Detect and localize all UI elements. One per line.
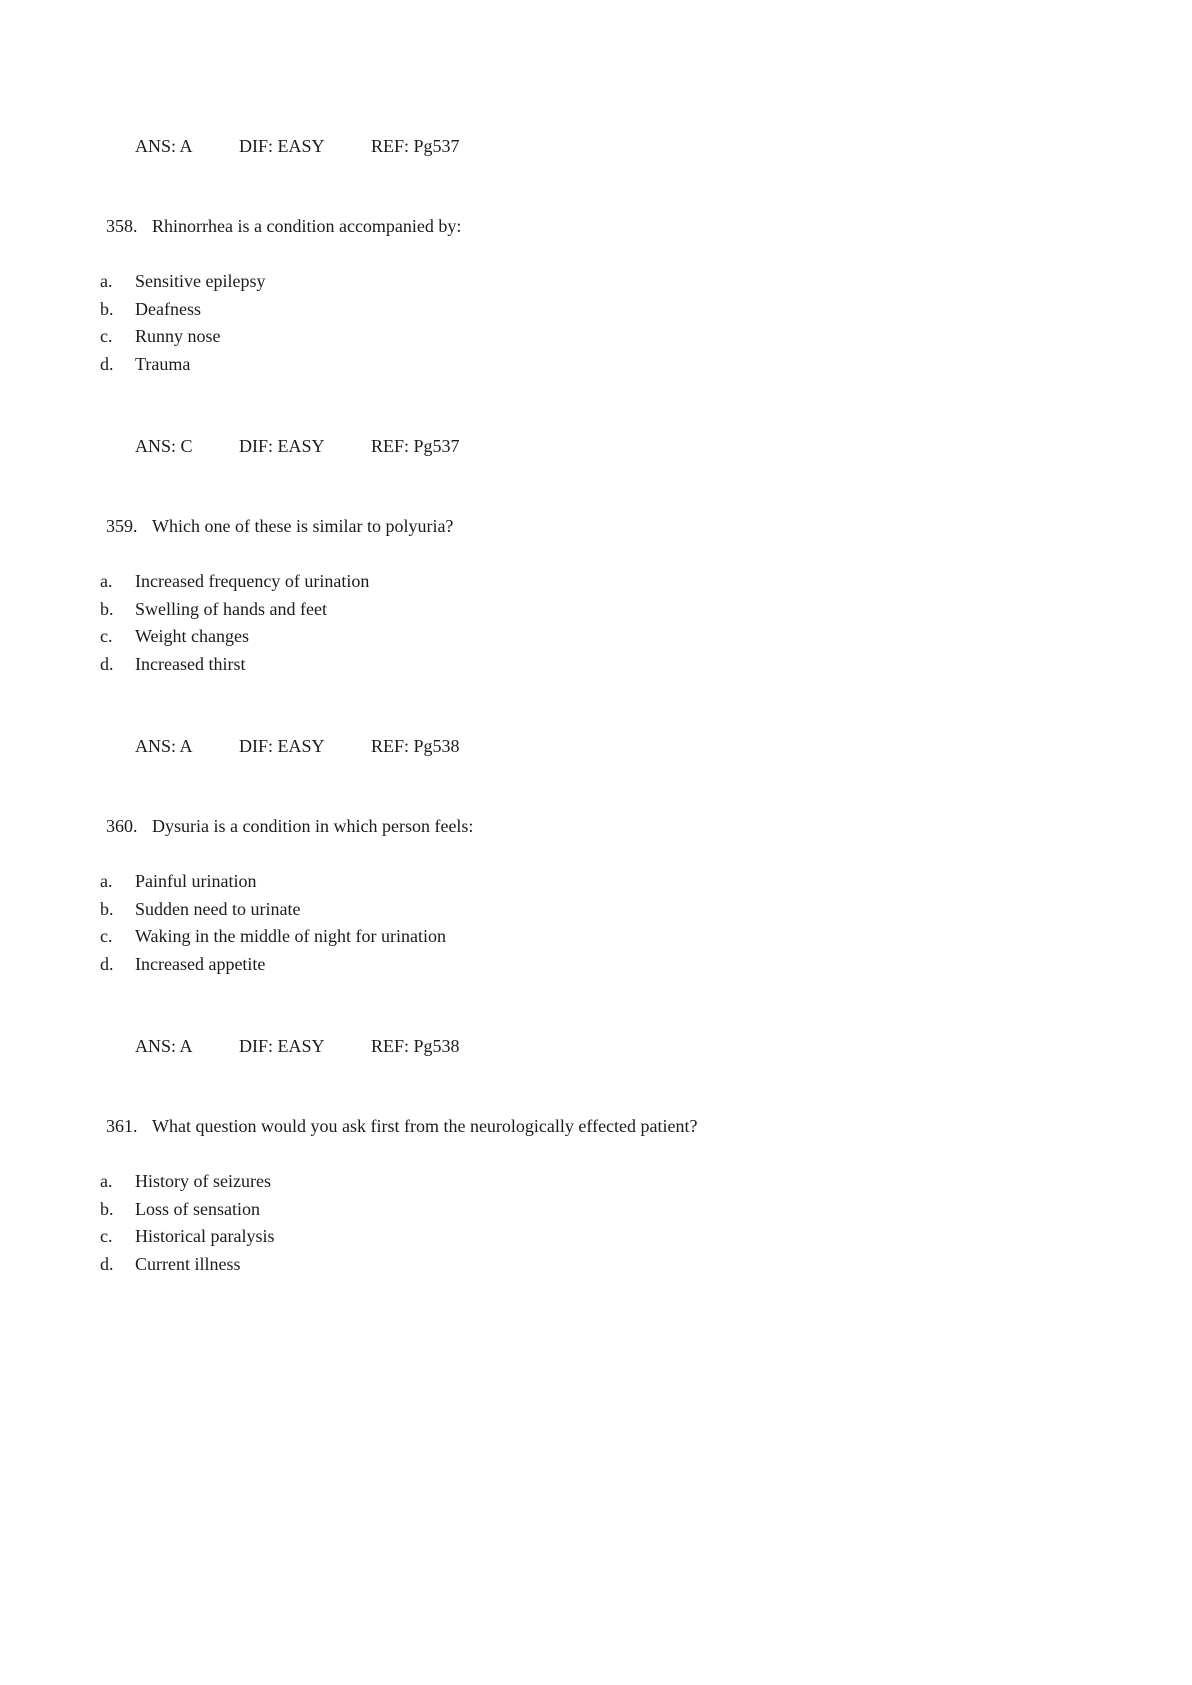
options-list <box>100 868 1092 978</box>
option-text: Swelling of hands and feet <box>135 598 327 619</box>
option-letter: a. <box>100 571 113 591</box>
option-letter: b. <box>100 1198 114 1219</box>
option-letter: d. <box>100 953 114 974</box>
option-row <box>100 568 1092 596</box>
option-row <box>100 923 1092 951</box>
option-letter: c. <box>100 626 113 646</box>
option-text: Loss of sensation <box>135 1198 260 1219</box>
answer-ref: REF: Pg538 <box>371 736 460 756</box>
answer-dif: DIF: EASY <box>239 136 325 156</box>
option-text: Increased appetite <box>135 953 266 974</box>
answer-dif: DIF: EASY <box>239 436 325 456</box>
option-letter: b. <box>100 598 114 619</box>
question-text: Dysuria is a condition in which person feels: <box>152 815 474 836</box>
option-text: Runny nose <box>135 326 221 346</box>
option-row <box>100 1223 1092 1251</box>
question-block <box>100 1113 1092 1279</box>
option-letter: a. <box>100 271 113 291</box>
answer-dif: DIF: EASY <box>239 1036 325 1056</box>
option-row <box>100 596 1092 624</box>
answer-ref: REF: Pg537 <box>371 436 460 456</box>
answer-line <box>135 733 1092 761</box>
option-row <box>100 268 1092 296</box>
question-line <box>100 1113 1092 1141</box>
option-text: Weight changes <box>135 626 250 646</box>
option-text: Painful urination <box>135 871 257 891</box>
option-letter: d. <box>100 653 114 674</box>
question-number: 358. <box>106 215 138 236</box>
option-letter: d. <box>100 1253 114 1274</box>
option-row <box>100 1196 1092 1224</box>
option-text: Waking in the middle of night for urination <box>135 926 446 946</box>
options-list <box>100 568 1092 678</box>
question-line <box>100 813 1092 841</box>
options-list <box>100 1168 1092 1278</box>
answer-line <box>135 1033 1092 1061</box>
option-row <box>100 623 1092 651</box>
question-line <box>100 213 1092 241</box>
question-line <box>100 513 1092 541</box>
option-row <box>100 1251 1092 1279</box>
question-text: What question would you ask first from the neurologically effected patient? <box>152 1115 698 1136</box>
option-letter: c. <box>100 326 113 346</box>
option-letter: a. <box>100 871 113 891</box>
question-number: 360. <box>106 815 138 836</box>
options-list <box>100 268 1092 378</box>
question-number: 359. <box>106 515 138 536</box>
answer-ref: REF: Pg538 <box>371 1036 460 1056</box>
option-letter: d. <box>100 353 114 374</box>
option-text: Current illness <box>135 1253 241 1274</box>
answer-ans: ANS: C <box>135 436 193 456</box>
option-letter: b. <box>100 898 114 919</box>
option-row <box>100 896 1092 924</box>
option-text: Historical paralysis <box>135 1226 275 1246</box>
option-row <box>100 868 1092 896</box>
question-text: Which one of these is similar to polyuria? <box>152 515 454 536</box>
answer-ans: ANS: A <box>135 736 193 756</box>
question-text: Rhinorrhea is a condition accompanied by: <box>152 215 462 236</box>
option-letter: b. <box>100 298 114 319</box>
question-block <box>100 813 1092 1061</box>
option-letter: c. <box>100 926 113 946</box>
option-row <box>100 296 1092 324</box>
option-text: Sensitive epilepsy <box>135 271 266 291</box>
option-text: Increased thirst <box>135 653 246 674</box>
option-text: Increased frequency of urination <box>135 571 370 591</box>
answer-dif: DIF: EASY <box>239 736 325 756</box>
option-text: History of seizures <box>135 1171 271 1191</box>
answer-ans: ANS: A <box>135 1036 193 1056</box>
option-letter: c. <box>100 1226 113 1246</box>
option-text: Sudden need to urinate <box>135 898 301 919</box>
question-number: 361. <box>106 1115 138 1136</box>
answer-line <box>135 133 1092 161</box>
option-row <box>100 323 1092 351</box>
option-text: Trauma <box>135 353 191 374</box>
option-letter: a. <box>100 1171 113 1191</box>
question-block <box>100 213 1092 461</box>
answer-ans: ANS: A <box>135 136 193 156</box>
option-row <box>100 1168 1092 1196</box>
option-row <box>100 951 1092 979</box>
option-text: Deafness <box>135 298 201 319</box>
answer-line <box>135 433 1092 461</box>
option-row <box>100 351 1092 379</box>
option-row <box>100 651 1092 679</box>
answer-ref: REF: Pg537 <box>371 136 460 156</box>
question-block <box>100 513 1092 761</box>
